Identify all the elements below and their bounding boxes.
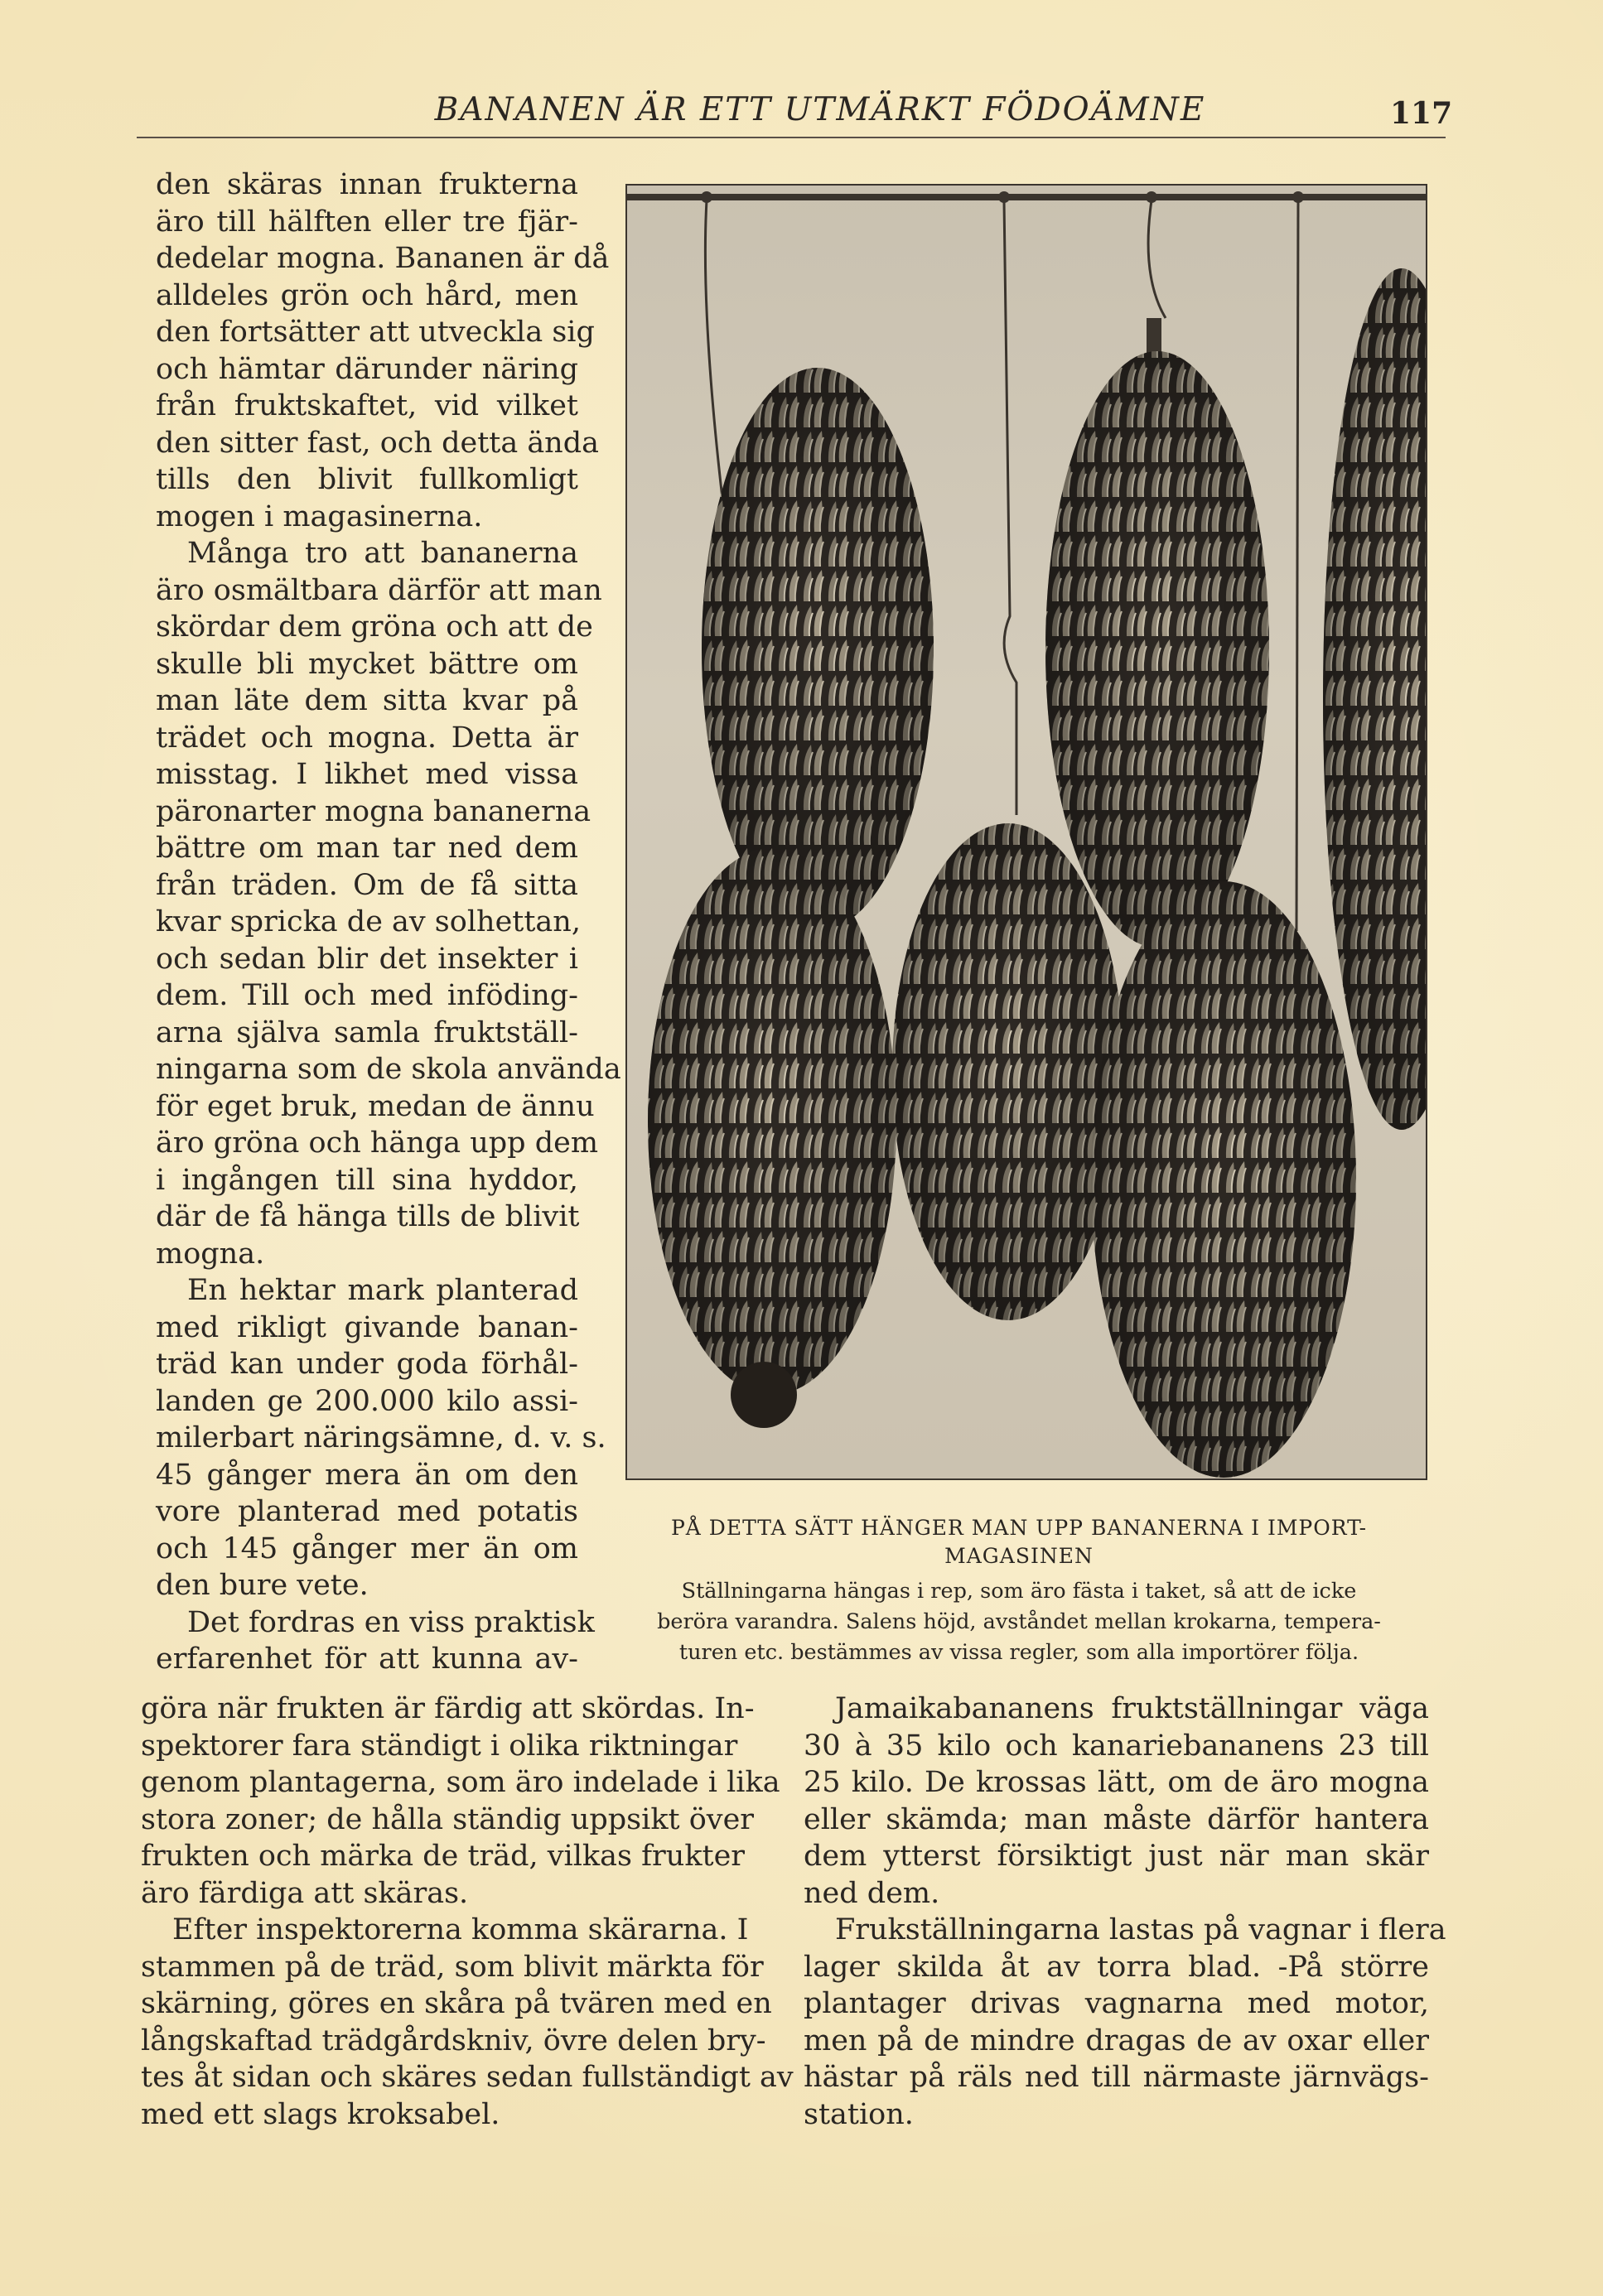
text-line: station. — [804, 2097, 914, 2131]
text-line: och 145 gånger mer än om — [156, 1531, 578, 1565]
text-line: Det fordras en viss praktisk — [187, 1605, 595, 1639]
text-line: Jamaikabananens fruktställningar väga — [835, 1692, 1429, 1725]
text-line: skärning, göres en skåra på tvären med en — [141, 1987, 772, 2020]
banana-bunch — [1045, 318, 1269, 948]
text-line: lager skilda åt av torra blad. -På större — [804, 1950, 1429, 1984]
text-line: träd kan under goda förhål- — [156, 1348, 578, 1381]
text-line: den sitter fast, och detta ända — [156, 426, 599, 460]
text-line: dedelar mogna. Bananen är då — [156, 242, 610, 275]
banana-bunch — [648, 848, 896, 1428]
text-line: och hämtar därunder näring — [156, 352, 578, 386]
bottom-right-column-text — [804, 1691, 1446, 2133]
text-line: stora zoner; de hålla ständig uppsikt över — [141, 1802, 755, 1836]
header-rule — [137, 137, 1446, 138]
text-line: 45 gånger mera än om den — [156, 1458, 578, 1492]
text-line: kvar spricka de av solhettan, — [156, 905, 581, 938]
text-line: arna själva samla fruktställ- — [156, 1015, 578, 1049]
hanging-banana-bunches-photo — [625, 184, 1427, 1480]
text-line: dem ytterst försiktigt just när man skär — [804, 1840, 1429, 1873]
text-line: den bure vete. — [156, 1569, 369, 1602]
text-line: Många tro att bananerna — [187, 537, 578, 570]
banana-bunch — [892, 823, 1124, 1320]
left-column-text — [156, 166, 621, 1678]
text-line: vore planterad med potatis — [156, 1495, 578, 1528]
bottom-left-column-text — [141, 1691, 794, 2133]
text-line: päronarter mogna bananerna — [156, 794, 591, 828]
text-line: med rikligt givande banan- — [156, 1310, 578, 1344]
caption-body-line: Ställningarna hängas i rep, som äro fästa i taket, så att de icke — [681, 1579, 1357, 1604]
text-line: skördar dem gröna och att de — [156, 610, 593, 644]
text-line: Efter inspektorerna komma skärarna. I — [172, 1913, 749, 1946]
text-line: tills den blivit fullkomligt — [156, 463, 578, 496]
text-line: från träden. Om de få sitta — [156, 868, 578, 902]
text-line: ned dem. — [804, 1876, 940, 1910]
text-line: göra när frukten är färdig att skördas. In- — [141, 1692, 755, 1725]
ceiling-rail — [627, 194, 1427, 200]
banana-bunch — [1323, 268, 1427, 1130]
banana-bunches-illustration — [627, 186, 1427, 1480]
photo-caption-title — [596, 1514, 1441, 1570]
text-line: hästar på räls ned till närmaste järnvägs- — [804, 2061, 1429, 2094]
text-line: den fortsätter att utveckla sig — [156, 316, 595, 349]
text-line: En hektar mark planterad — [187, 1274, 578, 1307]
text-line: ningarna som de skola använda — [156, 1053, 621, 1086]
text-line: misstag. I likhet med vissa — [156, 758, 578, 791]
text-line: Frukställningarna lastas på vagnar i flera — [835, 1913, 1446, 1946]
text-line: eller skämda; man måste därför hantera — [804, 1802, 1429, 1836]
text-line: trädet och mogna. Detta är — [156, 721, 578, 755]
text-line: alldeles grön och hård, men — [156, 278, 578, 312]
text-line: äro osmältbara därför att man — [156, 573, 602, 607]
text-line: äro gröna och hänga upp dem — [156, 1126, 599, 1160]
text-line: mogen i magasinerna. — [156, 499, 483, 533]
text-line: erfarenhet för att kunna av- — [156, 1642, 578, 1676]
text-line: och sedan blir det insekter i — [156, 942, 578, 976]
caption-body-line: beröra varandra. Salens höjd, avståndet mellan krokarna, tempera- — [657, 1609, 1381, 1634]
text-line: genom plantagerna, som äro indelade i lika — [141, 1766, 780, 1799]
text-line: långskaftad trädgårdskniv, övre delen bry- — [141, 2023, 766, 2057]
text-line: stammen på de träd, som blivit märkta för — [141, 1950, 764, 1984]
text-line: mogna. — [156, 1237, 265, 1271]
text-line: landen ge 200.000 kilo assi- — [156, 1384, 578, 1418]
photo-caption-body — [580, 1576, 1458, 1668]
text-line: milerbart näringsämne, d. v. s. — [156, 1421, 606, 1454]
page-number: 117 — [1390, 96, 1453, 131]
text-line: skulle bli mycket bättre om — [156, 647, 578, 681]
text-line: dem. Till och med inföding- — [156, 979, 578, 1012]
banana-bunch — [1091, 881, 1356, 1478]
banana-bunch — [702, 368, 934, 931]
text-line: äro till hälften eller tre fjär- — [156, 205, 578, 239]
text-line: från fruktskaftet, vid vilket — [156, 389, 578, 422]
text-line: i ingången till sina hyddor, — [156, 1163, 578, 1197]
text-line: tes åt sidan och skäres sedan fullständigt av — [141, 2061, 794, 2094]
text-line: man läte dem sitta kvar på — [156, 684, 578, 717]
text-line: plantager drivas vagnarna med motor, — [804, 1987, 1429, 2020]
text-line: spektorer fara ständigt i olika riktningar — [141, 1729, 738, 1763]
text-line: bättre om man tar ned dem — [156, 832, 578, 865]
text-line: den skäras innan frukterna — [156, 168, 578, 201]
text-line: med ett slags kroksabel. — [141, 2097, 500, 2131]
text-line: 30 à 35 kilo och kanariebananens 23 till — [804, 1729, 1429, 1763]
caption-title-line: PÅ DETTA SÄTT HÄNGER MAN UPP BANANERNA I IMPORT- — [670, 1516, 1368, 1540]
caption-title-line: MAGASINEN — [944, 1544, 1094, 1568]
text-line: frukten och märka de träd, vilkas frukter — [141, 1840, 746, 1873]
text-line: för eget bruk, medan de ännu — [156, 1089, 595, 1123]
text-line: men på de mindre dragas de av oxar eller — [804, 2023, 1429, 2057]
text-line: 25 kilo. De krossas lätt, om de äro mogna — [804, 1766, 1429, 1799]
running-header-title: BANANEN ÄR ETT UTMÄRKT FÖDOÄMNE — [434, 91, 1206, 128]
text-line: där de få hänga tills de blivit — [156, 1200, 580, 1233]
text-line: äro färdiga att skäras. — [141, 1876, 469, 1910]
caption-body-line: turen etc. bestämmes av vissa regler, som alla importörer följa. — [678, 1640, 1359, 1665]
